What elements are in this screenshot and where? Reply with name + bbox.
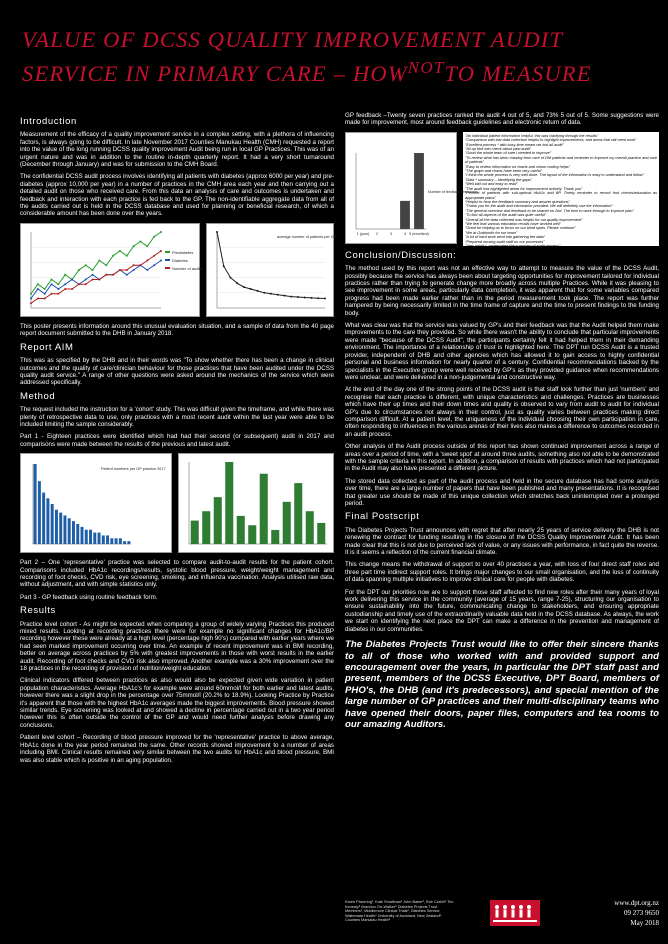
data-point xyxy=(85,264,87,266)
legend-swatch xyxy=(165,251,170,253)
data-point xyxy=(160,259,162,261)
data-point xyxy=(78,269,80,271)
data-point xyxy=(64,283,66,285)
bar xyxy=(283,502,291,544)
data-point xyxy=(133,269,135,271)
feedback-quote: "Good the whole team of care I needed to improve" xyxy=(465,151,552,156)
data-point xyxy=(105,274,107,276)
data-point xyxy=(64,288,66,290)
feedback-quote: "Excellent process * with busy time meant we lost all audit" xyxy=(465,142,564,147)
data-point xyxy=(92,278,94,280)
bar xyxy=(34,464,37,544)
bar xyxy=(123,541,126,544)
bar xyxy=(110,538,113,544)
bar xyxy=(55,510,58,544)
conclusion-paragraph-4: Other analysis of the Audit process outside of this report has shown continued improvement across a range of areas over a period of time, with a 'sweet spot' at around three audits, something also not able to be demonstrated with the sample criteria in this report. In addition, a comparison of results with practices which had not participated in the Audit may also have presented a different picture. xyxy=(345,443,659,473)
data-point xyxy=(133,245,135,247)
data-point xyxy=(44,293,46,295)
bar xyxy=(85,530,88,544)
final-paragraph-2: This change means the withdrawal of support to over 40 practices a year, with loss of four direct staff roles and three part time indirect support roles. It brings major changes to our small organisation, and the loss of continuity of data spanning multiple initiatives to improve clinical care for people with diabetes. xyxy=(345,561,659,584)
contact-info xyxy=(614,898,659,928)
bar xyxy=(248,525,256,544)
bar xyxy=(115,538,118,544)
data-point xyxy=(112,274,114,276)
data-point xyxy=(139,264,141,266)
bar xyxy=(98,533,101,544)
feedback-quote: "Helpful to hear the feedback summary and answer questions" xyxy=(465,199,570,204)
bar xyxy=(400,201,410,229)
data-point xyxy=(44,288,46,290)
legend-label: Number of feedback responses xyxy=(428,189,478,194)
data-point xyxy=(160,250,162,252)
data-point xyxy=(126,274,128,276)
feedback-quote: "An individual patient information helpful, this was clarifying through the results" xyxy=(465,133,599,138)
introduction-heading: Introduction xyxy=(20,116,77,127)
feedback-quote: "All up kick into check about past audit" xyxy=(465,147,532,152)
data-point xyxy=(119,250,121,252)
bar xyxy=(202,511,210,544)
data-point xyxy=(85,278,87,280)
method-paragraph-2: Part 1 - Eighteen practices were identified which had had their second (or subsequent) audit in 2017 and comparisons were made between the results of the previous and latest audit. xyxy=(20,433,334,448)
data-point xyxy=(146,245,148,247)
data-point xyxy=(92,269,94,271)
data-point xyxy=(304,296,306,298)
legend-swatch xyxy=(165,259,170,261)
data-point xyxy=(30,293,32,295)
data-point xyxy=(263,292,265,294)
results-paragraph-3: Patient level cohort – Recording of blood pressure improved for the 'representative' practice to above average, HbA1c done in the year period remained the same. Other records showed improvement to a number of areas including BMI. Clinical results remained very similar between the two audits for HbA1c and blood pressure, BMI was also stable which is positive in an aging population. xyxy=(20,734,334,764)
bar xyxy=(76,524,79,544)
data-point xyxy=(223,265,225,267)
data-point xyxy=(270,293,272,295)
data-point xyxy=(30,302,32,304)
data-point xyxy=(290,295,292,297)
figure-row-1 xyxy=(20,223,337,317)
results-paragraph-1: Practice level cohort - As might be expected when comparing a group of widely varying Practices this produced mixed results. Looking at recording practices there were for example no significant changes for HbA1c/BP recording however these were already at a high level (percentage high 90's) compared with earlier years where we had seen marked improvement occurring over time. An example of recent improvement was in BMI recording, better on average across practices by 5% with greatest improvements in those with worst results in the earlier audit. Recording of foot checks and CVD risk also improved. Another example was a 30% improvement over the 18 practices in the recording of provision of nutrition/weight education. xyxy=(20,620,334,673)
phone-number: 09 273 9650 xyxy=(624,909,659,917)
bar xyxy=(72,521,75,544)
title-line-2a: SERVICE IN PRIMARY CARE – HOW xyxy=(22,61,408,86)
bar xyxy=(59,513,62,544)
report-aim-heading: Report AIM xyxy=(20,341,74,353)
data-point xyxy=(71,288,73,290)
data-point xyxy=(57,293,59,295)
data-point xyxy=(257,290,259,292)
bar xyxy=(42,493,45,544)
method-paragraph-4: Part 3 - GP feedback using routine feedback form. xyxy=(20,593,158,601)
feedback-quote: "A lot of hard work went into gathering the data" xyxy=(465,235,546,240)
data-point xyxy=(37,283,39,285)
title-line-2b: TO MEASURE xyxy=(444,61,592,86)
bar xyxy=(271,530,279,544)
data-point xyxy=(146,259,148,261)
feedback-quote: "Comparison with last data collection helpful to highlight improvements, and areas that still need work" xyxy=(465,138,637,143)
bar xyxy=(38,481,41,544)
data-point xyxy=(98,259,100,261)
intro-paragraph-3: This poster presents information around this unusual evaluation situation, and a sample of data from the 40 page report document submitted to the DHB in January 2018. xyxy=(20,322,334,338)
data-point xyxy=(51,278,53,280)
footer xyxy=(345,896,659,936)
feedback-quotes-box xyxy=(463,132,659,246)
feedback-quote: "To fact all aspects of the audit was quite useful" xyxy=(465,213,547,218)
data-point xyxy=(51,293,53,295)
tick-label: 1 (poor) xyxy=(356,231,370,236)
bar xyxy=(260,474,268,544)
data-point xyxy=(216,231,218,233)
feedback-bar-chart xyxy=(345,132,478,244)
feedback-quote: "We feel that various education recalls have worked well" xyxy=(465,221,561,226)
feedback-quote: "Easy to review information on charts and colour coding helps" xyxy=(465,164,571,169)
data-point xyxy=(146,269,148,271)
data-point xyxy=(317,297,319,299)
patients-per-gp-chart xyxy=(206,223,337,317)
method-paragraph-1: The request included the instruction for a 'cohort' study. This was difficult given the timeframe, and while there was plenty of retrospective data to use, only practices with a most recent audit within the last year were able to be included limiting the sample considerably. xyxy=(20,406,334,428)
data-point xyxy=(64,274,66,276)
series-line xyxy=(31,232,161,294)
data-point xyxy=(98,278,100,280)
data-point xyxy=(44,297,46,299)
bar xyxy=(119,538,122,544)
data-point xyxy=(311,297,313,299)
feedback-quote: "Well laid out and easy to read" xyxy=(465,182,518,187)
conclusion-heading: Conclusion/Discussion: xyxy=(345,249,457,261)
data-point xyxy=(126,255,128,257)
bar xyxy=(46,498,49,544)
legend-label: Prediabetes xyxy=(172,249,194,255)
data-point xyxy=(37,288,39,290)
feedback-quote: "The audit has highlighted areas for improvement actively. Thank you" xyxy=(465,186,583,191)
data-point xyxy=(119,269,121,271)
data-point xyxy=(284,295,286,297)
conclusion-paragraph-5: The stored data collected as part of the audit process and held in the secure database has had some analysis over time, there are a large number of papers that have been published and many presentations. It is recognised that greater use should be made of this unique collection which stretches back uninterrupted over a prolonged period. xyxy=(345,477,659,507)
website-link[interactable]: www.dpt.org.nz xyxy=(614,899,659,907)
data-point xyxy=(105,264,107,266)
final-paragraph-3: For the DPT our priorities now are to support those staff affected to find new roles after their many years of loyal work delivering this service in the community (average of 15 years, range 7-25), structuring our organisation to ensure sustainability into the future, communicating change to stakeholders, and ensuring appropriate custodianship and timely use of the extraordinarily valuable data held in the DCSS database. As always, the work we start on identifying the next place the DPT can make a difference in the prevention and management of diabetes in our communities. xyxy=(345,588,659,633)
data-point xyxy=(126,269,128,271)
data-point xyxy=(112,255,114,257)
audits-line-chart xyxy=(20,223,203,317)
audits-line-chart-svg xyxy=(21,224,203,316)
legend-label: Number of audits xyxy=(172,265,203,271)
bar xyxy=(237,516,245,544)
bar xyxy=(191,521,199,544)
feedback-quote: "Overall all the data collected was helpful for our quality improvement" xyxy=(465,217,583,222)
data-point xyxy=(324,297,326,299)
data-point xyxy=(153,255,155,257)
bar xyxy=(89,530,92,544)
data-point xyxy=(71,278,73,280)
results-heading: Results xyxy=(20,605,56,617)
method-paragraph-3: Part 2 – One 'representative' practice was selected to compare audit-to-audit results for the patient cohort. Comparisons included HbA1c recordings/results, systolic blood pressure, weight/weight management and recording of foot checks, CVD risk, eye screening, smoking, and influenza vaccination. Analysis utilised raw data, without adjustment, and with simple statistics only. xyxy=(20,559,334,589)
patients-per-gp-chart-svg xyxy=(207,224,337,316)
data-point xyxy=(297,296,299,298)
feedback-quote: "Great for helping us to focus on our blind spots. Please continue" xyxy=(465,226,576,231)
intro-paragraph-1: Measurement of the efficacy of a quality improvement service in a complex setting, with a plethora of influencing factors, is always going to be difficult. In late November 2017 Counties Manukau Health (CMH) requested a report into the value of the long running DCSS quality improvement Audit being run in local GP Practices. This was of an urgent nature and was in addition to the routine in-depth quarterly report. It had a very short turnaround (December through January) and was for submission to the CMH Board. xyxy=(20,131,334,169)
bar xyxy=(93,533,96,544)
patient-numbers-bar-chart-svg xyxy=(21,454,171,552)
conclusion-paragraph-2: What was clear was that the service was valued by GP's and their feedback was that the Audit helped them make improvements to the care they provided. So while there wasn't the ability to conclude that particular improvements were made "because of the DCSS Audit", the participants certainly felt it had helped them in their demanding environment. The importance of a relationship of trust is highlighted here. The DPT run DCSS Audit is a trusted provider, independent of DHB and other agencies which has allowed it to gain access to highly confidential personal and business information for nearly quarter of a century. Confidential recommendations backed by the specialists in the Executive group were well received by GP's as they provided guidance when recommendations were unclear, and were delivered in a non-judgemental and constructive way. xyxy=(345,322,659,381)
data-point xyxy=(78,283,80,285)
data-point xyxy=(30,297,32,299)
practice-comparison-bar-chart xyxy=(178,453,334,553)
feedback-quote: "The graph and charts have been very useful" xyxy=(465,169,542,174)
team-credits: Karen Pickering¹, Kate Smallman² John Baker³, Rob Carhill⁴ Tim Kenealy⁵ Brandon Orr-Walker⁶ Diabetes Projects Trust Members¹, Middlemore Clinical Trials², Diabetes Service, Waitemata Health⁴ University of Auckland, New Zealand⁵, Counties Manukau Health⁶ xyxy=(345,900,454,923)
practice-comparison-bar-chart-svg xyxy=(179,454,333,552)
title-not-insert: NOT xyxy=(407,58,445,77)
data-point xyxy=(57,288,59,290)
figure-row-3 xyxy=(345,132,659,246)
final-paragraph-1: The Diabetes Projects Trust announces with regret that after nearly 25 years of service delivery the DHB is not renewing the contract for funding resulting in the closure of the DCSS Quality Improvement Audit. It has been made clear that this is not due to perceived lack of value, or any issues with performance, in fact quite the reverse. It is it seems a reflection of the current financial climate. xyxy=(345,526,659,557)
series-line xyxy=(217,232,325,299)
bar xyxy=(51,504,54,544)
data-point xyxy=(160,231,162,233)
figure-row-2 xyxy=(20,453,334,553)
patient-numbers-bar-chart xyxy=(20,453,172,553)
bar xyxy=(68,518,71,544)
bar xyxy=(294,483,302,544)
bar xyxy=(225,462,233,544)
data-point xyxy=(37,297,39,299)
feedback-quote: "Prepared nursing audit staff on our processes" xyxy=(465,239,545,244)
feedback-quote: "I think the whole process is very well done. The layout of the information is easy to understand and follow" xyxy=(465,173,645,178)
report-aim-paragraph: This was as specified by the DHB and in their words was "To show whether there has been a change in clinical outcomes and the quality of care/clinician behaviour for those practices that have been audited under the DCSS quality audit service." A range of other questions were asked around the mechanics of the service which were addressed specifically. xyxy=(20,357,334,387)
poster-title xyxy=(22,26,648,88)
data-point xyxy=(230,276,232,278)
poster-date: May 2018 xyxy=(630,919,659,927)
data-point xyxy=(243,286,245,288)
data-point xyxy=(277,294,279,296)
results-paragraph-2: Clinical indicators differed between practices as also would also be expected given wide variation in patient population characteristics. Average HbA1c's for example were around 60mmol/l for both earlier and latest audits, however there was a slight drop in the percentage over 75mmol/l (20.2% to 18.9%). Looking Practice by Practice it's apparent that those with the highest HbA1c averages made the biggest improvements. Blood pressure showed similar trends. Eye screening was looked at and showed a decline in percentage carried out in a two year period however this is often outside the control of the GP and would need further analysis before drawing any conclusions. xyxy=(20,677,334,729)
bar xyxy=(102,536,105,545)
feedback-quote: "Data * summary – identifying the gaps" xyxy=(465,177,532,182)
chart-note: average number of patients per GP xyxy=(277,234,337,239)
data-point xyxy=(85,283,87,285)
feedback-quote: "Thank you for the audit and information provided. We will definitely use the information" xyxy=(465,204,613,209)
feedback-quote: "We at Goldsmith for our team" xyxy=(465,230,518,235)
title-line-2 xyxy=(22,54,648,88)
data-point xyxy=(57,283,59,285)
thanks-statement: The Diabetes Projects Trust would like to offer their sincere thanks to all of those who worked with and provided support and encouragement over the years, in particular the DPT staff past and present, members of the DCSS Executive, DPT Board, members of PHO's, the DHB (and it's predecessors), and special mention of the large number of GP practices and their multi-disciplinary teams who have opened their doors, paper files, computers and tea rooms to our amazing Auditors. xyxy=(345,639,659,730)
feedback-quote: "The general overview and feedback to be shared on 2nd. The time to work through to improve plan" xyxy=(465,208,634,213)
feedback-quote: "Very helpful, appreciated the summary of audit process" xyxy=(465,243,561,248)
data-point xyxy=(133,264,135,266)
bar xyxy=(414,153,424,229)
data-point xyxy=(153,236,155,238)
bar xyxy=(127,541,130,544)
tick-label: 2 xyxy=(376,231,378,236)
bar xyxy=(306,511,314,544)
gp-feedback-paragraph: GP feedback –Twenty seven practices ranked the audit 4 out of 5, and 73% 5 out of 5. Some suggestions were made for improvement, most around feedback guidelines and electronic return of data. xyxy=(345,112,659,127)
feedback-quote: "Percent of patients with sub-optimal HbA1c and BP. Timely reminder to record foot checks/education as appropriate plans" xyxy=(465,191,657,200)
bar xyxy=(63,516,66,545)
bar xyxy=(106,536,109,545)
data-point xyxy=(92,274,94,276)
tick-label: 4 xyxy=(404,231,406,236)
dpt-logo-icon xyxy=(490,900,540,926)
data-point xyxy=(139,240,141,242)
left-column xyxy=(20,112,337,769)
tick-label: 3 xyxy=(390,231,392,236)
final-postscript-heading: Final Postscript xyxy=(345,511,420,523)
method-heading: Method xyxy=(20,390,56,402)
bar xyxy=(317,523,325,544)
legend-label: Patient numbers per GP practice 2017 xyxy=(101,467,166,472)
feedback-quote: "To review what has been missing from care of DM patients and reminder to improve my overall practice and care of patients" xyxy=(465,155,657,165)
data-point xyxy=(250,288,252,290)
legend-swatch xyxy=(165,267,170,269)
legend-label: Diabetes xyxy=(172,257,188,263)
right-column xyxy=(345,112,659,730)
title-line-1: VALUE OF DCSS QUALITY IMPROVEMENT AUDIT xyxy=(22,27,564,52)
bar xyxy=(214,497,222,544)
data-point xyxy=(153,264,155,266)
data-point xyxy=(51,283,53,285)
bar xyxy=(81,527,84,544)
feedback-bar-chart-svg xyxy=(346,133,478,243)
conclusion-paragraph-1: The method used by this report was not an effective way to attempt to measure the value of the DCSS Audit, possibly because the service has always been about targeting opportunities for improvement tailored for individual practices rather than trying to generate change more broadly across multiple Practices. While it was pleasing to see improvement in some areas, particularly data completion, it was apparent that for some variables compared progress had been made earlier rather than in the period measurement took place. The report was further hampered by being necessarily limited in the time frame of capture and the time to present findings to the funding body. xyxy=(345,265,659,317)
data-point xyxy=(236,282,238,284)
intro-paragraph-2: The confidential DCSS audit process involves identifying all patients with diabetes (approx 6000 per year) and pre-diabetes (approx 10,000 per year) in a number of practices in the CMH area each year and then carrying out a detailed audit on those who received care. From this data an analysis of care and outcomes is undertaken and feedback and interaction with each practice is fed back to the GP. The non-identifiable aggregate data from all of the audits carried out is held in the DCSS database and used for planning or beneficial research, of which a considerable amount has been done over the years. xyxy=(20,173,334,218)
tick-label: 5 (excellent) xyxy=(409,231,429,236)
conclusion-paragraph-3: At the end of the day one of the strong points of the DCSS audit is that staff look further than just 'numbers' and recognise that each practice is different, with unique characteristics and challenges. Practices are businesses which have their up times and their down times and quality is observed to vary from audit to audit for individual GP's due to circumstances not always in their control, just as quality varies between practices making direct comparison difficult. At a patient level, the uniqueness of the individual choosing their own participation in care, often responding to influences in the various arenas of their lives also makes a difference to outcomes recorded in an audit process. xyxy=(345,386,659,438)
